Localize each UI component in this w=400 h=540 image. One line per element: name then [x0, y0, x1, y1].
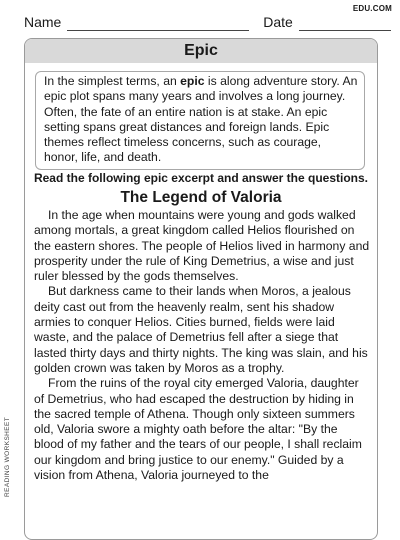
name-blank-line [67, 14, 249, 31]
story-title: The Legend of Valoria [120, 189, 282, 206]
side-label: READING WORKSHEET [4, 416, 11, 497]
definition-text-start: In the simplest terms, an [44, 74, 181, 88]
worksheet-title: Epic [25, 39, 377, 63]
brand-logo: EDU.COM [352, 4, 392, 13]
name-label: Name [24, 14, 62, 30]
story-text [34, 208, 370, 483]
story-paragraph: From the ruins of the royal city emerged Valoria, daughter of Demetrius, who had escaped the destruction by hiding in the sacred temple of Athena. Though only sixteen summers old, Valoria swore a mighty oath before the altar: "By the blood of my father and the tears of our people, I shall reclaim our kingdom and bring justice to our enemy." Guided by a vision from Athena, Valoria journeyed to the [34, 376, 362, 483]
definition-text-end: is along adventure story. An epic plot spans many years and involves a long journey. Often, the fate of an entire nation is at stake. An epic setting spans great distances and foreign lands. Epic themes reflect timeless concerns, such as courage, honor, life, and death. [44, 74, 358, 165]
definition-box [35, 71, 365, 170]
date-label: Date [263, 14, 293, 30]
story-paragraph: In the age when mountains were young and gods walked among mortals, a great kingdom called Helios flourished on the eastern shores. The people of Helios lived in harmony and prosperity under the rule of King Demetrius, a wise and just ruler blessed by the gods themselves. [34, 208, 370, 284]
name-date-bar [24, 14, 391, 31]
instruction-text: Read the following epic excerpt and answer the questions. [33, 171, 369, 185]
worksheet-card [24, 38, 378, 540]
date-blank-line [299, 14, 391, 31]
story-paragraph: But darkness came to their lands when Moros, a jealous deity cast out from the heavenly realm, sent his shadow armies to conquer Helios. Cities burned, fields were laid waste, and the palace of Demetrius fell after a siege that lasted thirty days and thirty nights. The king was slain, and his golden crown was taken by Moros as a trophy. [34, 284, 368, 375]
definition-term: epic [180, 74, 205, 88]
